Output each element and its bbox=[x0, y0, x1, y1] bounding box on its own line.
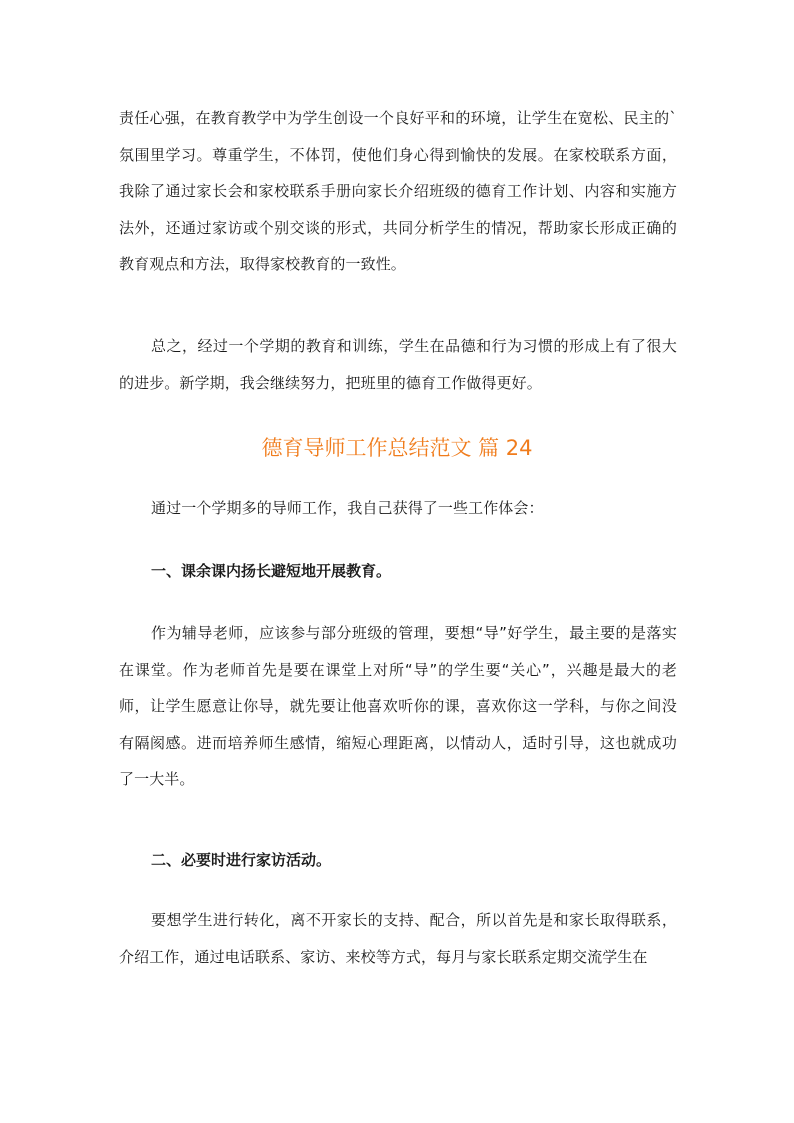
heading-classroom-education: 一、课余课内扬长避短地开展教育。 bbox=[151, 562, 392, 580]
heading-home-visits: 二、必要时进行家访活动。 bbox=[151, 851, 332, 869]
paragraph-parent-contact: 要想学生进行转化，离不开家长的支持、配合，所以首先是和家长取得联系，介绍工作，通过电话联系、家访、来校等方式，每月与家长联系定期交流学生在 bbox=[119, 911, 677, 966]
paragraph-classroom-guidance: 作为辅导老师，应该参与部分班级的管理，要想“导”好学生，最主要的是落实在课堂。作为老师首先是要在课堂上对所“导”的学生要“关心”，兴趣是最大的老师，让学生愿意让你导，就先要让他喜欢听你的课，喜欢你这一学科，与你之间没有隔阂感。进而培养师生感情，缩短心理距离，以情动人，适时引导，这也就成功了一大半。 bbox=[119, 624, 677, 788]
paragraph-home-school-contact: 责任心强，在教育教学中为学生创设一个良好平和的环境，让学生在宽松、民主的`氛围里学习。尊重学生，不体罚，使他们身心得到愉快的发展。在家校联系方面，我除了通过家长会和家校联系手册向家长介绍班级的德育工作计划、内容和实施方法外，还通过家访或个别交谈的形式，共同分析学生的情况，帮助家长形成正确的教育观点和方法，取得家校教育的一致性。 bbox=[119, 109, 677, 273]
section-title: 德育导师工作总结范文 篇 24 bbox=[261, 436, 533, 460]
paragraph-intro: 通过一个学期多的导师工作，我自己获得了一些工作体会： bbox=[151, 499, 544, 517]
paragraph-conclusion: 总之，经过一个学期的教育和训练，学生在品德和行为习惯的形成上有了很大的进步。新学期，我会继续努力，把班里的德育工作做得更好。 bbox=[119, 337, 677, 392]
